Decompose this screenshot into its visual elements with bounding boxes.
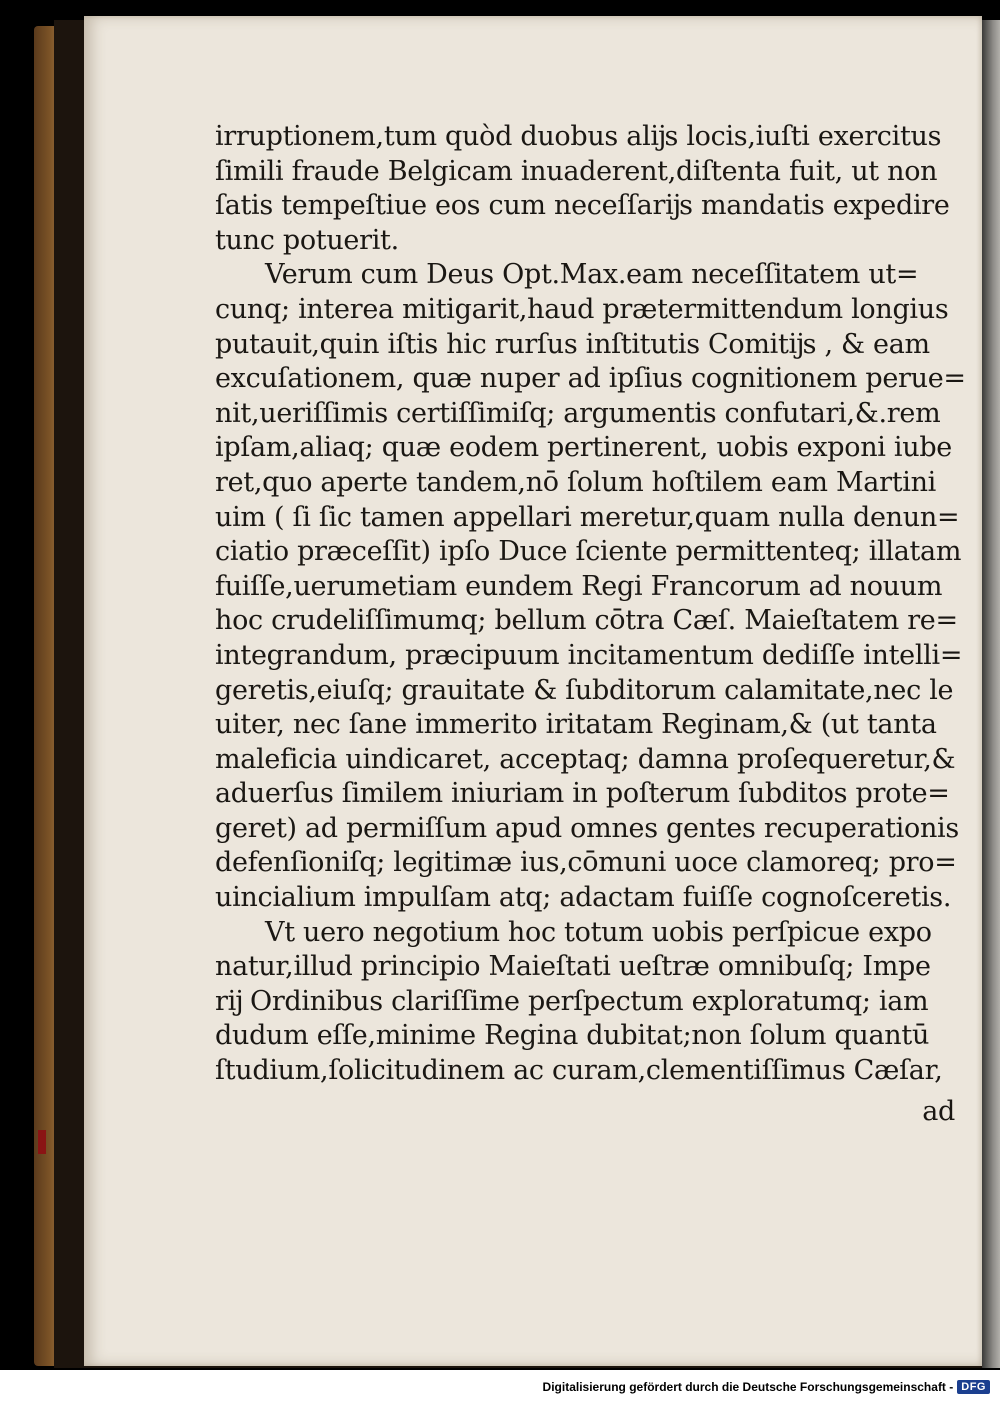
- text-line: uim ( ſi ſic tamen appellari meretur,quam nulla denun=: [215, 501, 960, 533]
- dfg-logo-icon[interactable]: DFG: [957, 1380, 990, 1394]
- text-line: maleficia uindicaret, acceptaq; damna proſequeretur,&: [215, 743, 956, 775]
- text-line: geret) ad permiſſum apud omnes gentes recuperationis: [215, 812, 959, 844]
- text-line: aduerſus ſimilem iniuriam in poſterum ſubditos prote=: [215, 778, 950, 810]
- text-line: excuſationem, quæ nuper ad ipſius cognitionem perue=: [215, 363, 966, 395]
- text-line: ſatis tempeſtiue eos cum neceſſarĳs mandatis expedire: [215, 190, 950, 222]
- text-line: natur,illud principio Maieſtati ueſtræ omnibuſq; Impe: [215, 951, 931, 983]
- text-line: cunq; interea mitigarit,haud prætermittendum longius: [215, 293, 949, 325]
- footer-bar: [0, 1370, 1000, 1404]
- text-line: Vt uero negotium hoc totum uobis perſpicue expo: [265, 916, 932, 948]
- text-line: nit,ueriſſimis certiſſimiſq; argumentis confutari,&.rem: [215, 397, 941, 429]
- text-line: integrandum, præcipuum incitamentum dediſſe intelli=: [215, 639, 963, 671]
- text-line: geretis,eiuſq; grauitate & ſubditorum calamitate,nec le: [215, 674, 954, 706]
- text-line: ipſam,aliaq; quæ eodem pertinerent, uobis exponi iube: [215, 432, 952, 464]
- bookmark-ribbon: [38, 1130, 46, 1154]
- page-text: [215, 120, 975, 1129]
- text-line: ſimili fraude Belgicam inuaderent,diſtenta fuit, ut non: [215, 155, 938, 187]
- text-line: ciatio præceſſit) ipſo Duce ſciente permittenteq; illatam: [215, 536, 962, 568]
- text-line: defenſioniſq; legitimæ ius,cōmuni uoce clamoreq; pro=: [215, 847, 957, 879]
- text-line: irruptionem,tum quòd duobus alĳs locis,iuſti exercitus: [215, 121, 942, 152]
- text-line: Verum cum Deus Opt.Max.eam neceſſitatem ut=: [265, 259, 919, 291]
- catchword: ad: [922, 1095, 955, 1127]
- text-line: hoc crudeliſſimumq; bellum cōtra Cæſ. Maieſtatem re=: [215, 605, 958, 637]
- text-line: uincialium impulſam atq; adactam fuiſſe cognoſceretis.: [215, 882, 952, 914]
- text-line: putauit,quin iſtis hic rurſus inſtitutis Comitĳs , & eam: [215, 328, 930, 360]
- text-line: ret,quo aperte tandem,nō ſolum hoſtilem eam Martini: [215, 466, 937, 498]
- text-line: fuiſſe,uerumetiam eundem Regi Francorum ad nouum: [215, 570, 943, 602]
- scanner-strip: [982, 20, 1000, 1368]
- text-line: uiter, nec ſane immerito iritatam Reginam,& (ut tanta: [215, 709, 937, 741]
- text-line: rĳ Ordinibus clariſſime perſpectum exploratumq; iam: [215, 985, 929, 1017]
- text-line: ſtudium,ſolicitudinem ac curam,clementiſſimus Cæſar,: [215, 1055, 943, 1087]
- text-line: tunc potuerit.: [215, 224, 399, 256]
- footer-credit: Digitalisierung gefördert durch die Deutsche Forschungsgemeinschaft -: [542, 1380, 954, 1394]
- text-line: dudum eſſe,minime Regina dubitat;non ſolum quantū: [215, 1020, 930, 1052]
